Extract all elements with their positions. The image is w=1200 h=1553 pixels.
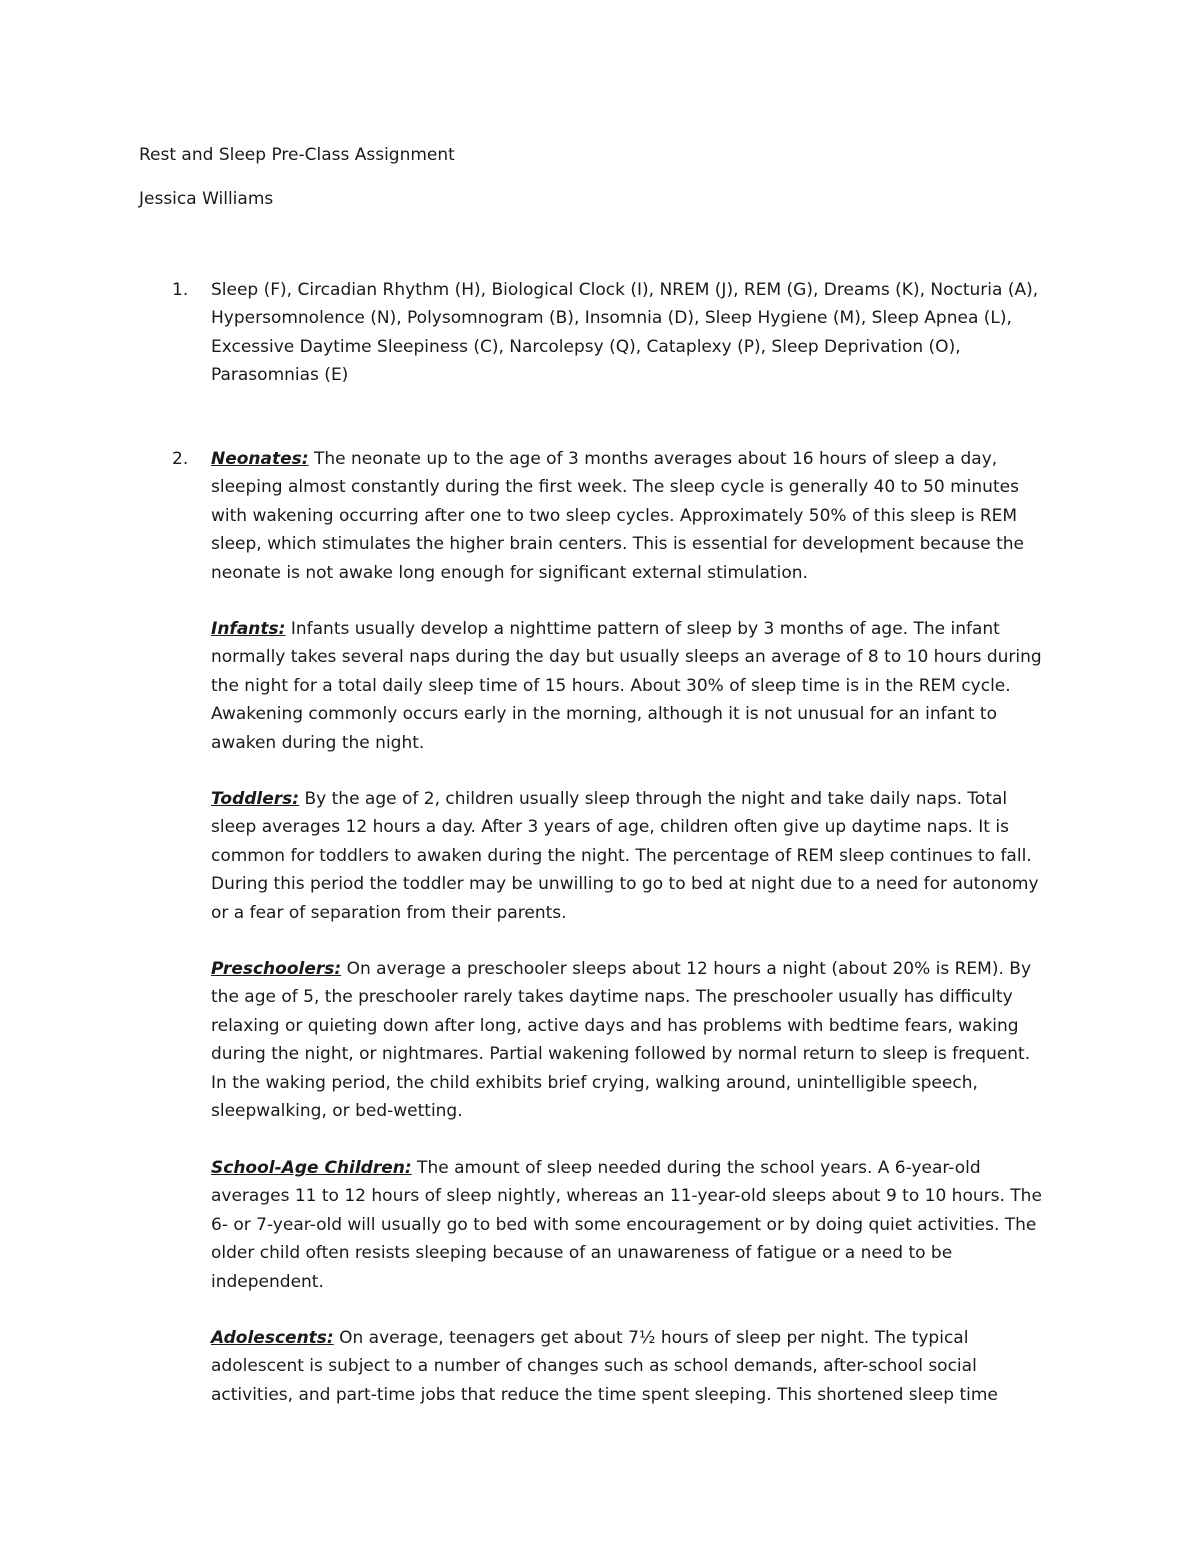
section-heading-infants: Infants: (211, 619, 286, 639)
text-line: relaxing or quieting down after long, active days and has problems with bedtime fears, waking (211, 1015, 1019, 1036)
text-line: By the age of 2, children usually sleep through the night and take daily naps. Total (299, 789, 1008, 809)
text-line: averages 11 to 12 hours of sleep nightly, whereas an 11-year-old sleeps about 9 to 10 hours. The (211, 1186, 1042, 1207)
text-line: the age of 5, the preschooler rarely takes daytime naps. The preschooler usually has difficulty (211, 987, 1013, 1008)
text-line: normally takes several naps during the day but usually sleeps an average of 8 to 10 hours during (211, 647, 1042, 668)
text-line: On average, teenagers get about 7½ hours of sleep per night. The typical (333, 1328, 969, 1348)
section-heading-toddlers: Toddlers: (211, 789, 300, 809)
list-number-2: 2. (172, 449, 189, 469)
text-line: Sleep (F), Circadian Rhythm (H), Biological Clock (I), NREM (J), REM (G), Dreams (K), Nocturia (A), (211, 280, 1039, 300)
text-line: independent. (211, 1271, 324, 1292)
text-line: activities, and part-time jobs that reduce the time spent sleeping. This shortened sleep time (211, 1384, 998, 1405)
text-line: awaken during the night. (211, 732, 425, 753)
text-line: or a fear of separation from their parents. (211, 902, 567, 923)
text-line: sleepwalking, or bed-wetting. (211, 1101, 463, 1122)
section-neonates (211, 445, 1061, 587)
section-school-age-children (211, 1154, 1061, 1296)
section-toddlers (211, 785, 1061, 927)
text-line: During this period the toddler may be unwilling to go to bed at night due to a need for autonomy (211, 874, 1039, 895)
text-line: with wakening occurring after one to two sleep cycles. Approximately 50% of this sleep is REM (211, 505, 1018, 526)
text-line: Hypersomnolence (N), Polysomnogram (B), Insomnia (D), Sleep Hygiene (M), Sleep Apnea (L), (211, 308, 1012, 329)
text-line: The amount of sleep needed during the school years. A 6-year-old (411, 1158, 981, 1178)
text-line: during the night, or nightmares. Partial wakening followed by normal return to sleep is frequent. (211, 1044, 1031, 1065)
text-line: Excessive Daytime Sleepiness (C), Narcolepsy (Q), Cataplexy (P), Sleep Deprivation (O), (211, 336, 961, 357)
section-heading-school-age-children: School-Age Children: (211, 1158, 412, 1178)
section-adolescents (211, 1324, 1061, 1409)
text-line: Awakening commonly occurs early in the morning, although it is not unusual for an infant to (211, 704, 997, 725)
section-heading-neonates: Neonates: (211, 449, 309, 469)
text-line: Parasomnias (E) (211, 365, 349, 386)
text-line: neonate is not awake long enough for significant external stimulation. (211, 562, 808, 583)
text-line: common for toddlers to awaken during the night. The percentage of REM sleep continues to fall. (211, 845, 1032, 866)
terms-matching-list (211, 276, 1061, 390)
text-line: adolescent is subject to a number of changes such as school demands, after-school social (211, 1356, 977, 1377)
section-heading-preschoolers: Preschoolers: (211, 959, 342, 979)
text-line: On average a preschooler sleeps about 12 hours a night (about 20% is REM). By (341, 959, 1032, 979)
section-preschoolers (211, 955, 1061, 1125)
text-line: 6- or 7-year-old will usually go to bed with some encouragement or by doing quiet activities. The (211, 1214, 1037, 1235)
section-heading-adolescents: Adolescents: (211, 1328, 334, 1348)
section-infants (211, 615, 1061, 757)
text-line: sleeping almost constantly during the first week. The sleep cycle is generally 40 to 50 minutes (211, 477, 1019, 498)
text-line: In the waking period, the child exhibits brief crying, walking around, unintelligible speech, (211, 1072, 978, 1093)
author-name: Jessica Williams (139, 189, 274, 209)
text-line: sleep, which stimulates the higher brain centers. This is essential for development because the (211, 534, 1025, 555)
text-line: sleep averages 12 hours a day. After 3 years of age, children often give up daytime naps. It is (211, 817, 1009, 838)
text-line: older child often resists sleeping because of an unawareness of fatigue or a need to be (211, 1243, 953, 1264)
document-title: Rest and Sleep Pre-Class Assignment (139, 145, 455, 165)
list-number-1: 1. (172, 280, 189, 300)
text-line: The neonate up to the age of 3 months averages about 16 hours of sleep a day, (308, 449, 998, 469)
text-line: the night for a total daily sleep time of 15 hours. About 30% of sleep time is in the REM cycle. (211, 675, 1011, 696)
text-line: Infants usually develop a nighttime pattern of sleep by 3 months of age. The infant (285, 619, 1000, 639)
